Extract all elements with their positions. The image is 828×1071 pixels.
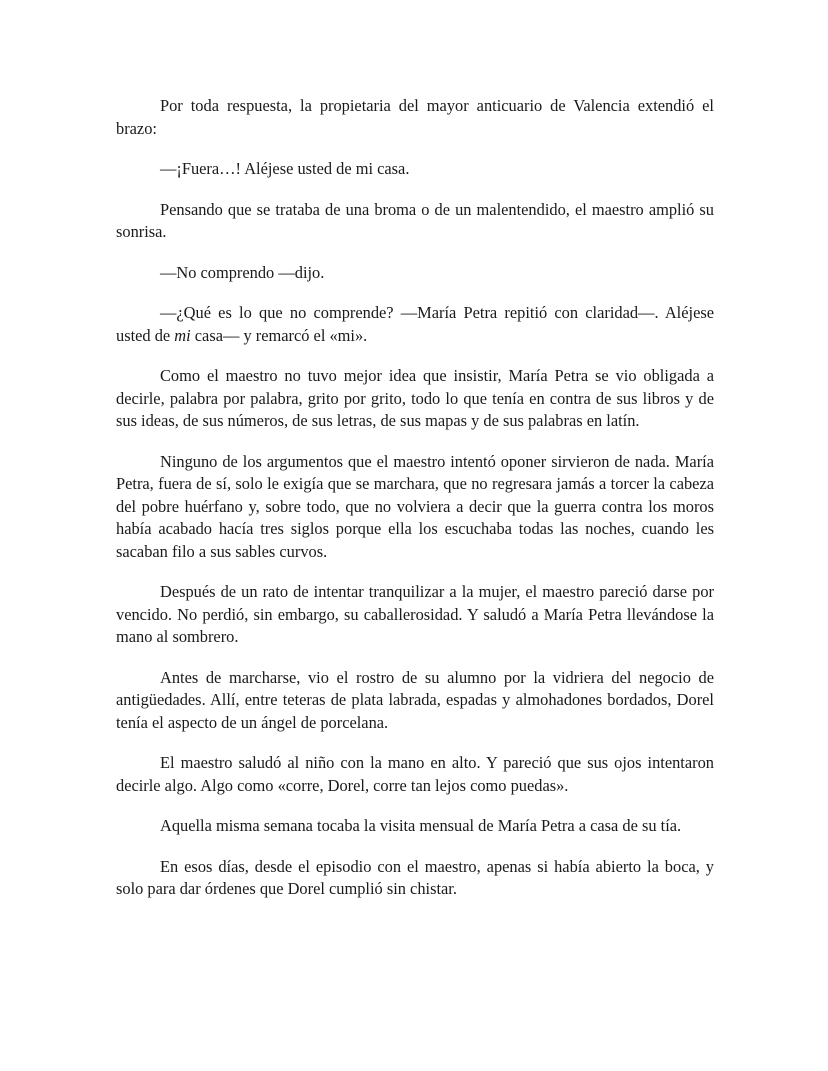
document-page: [116, 95, 714, 919]
paragraph-9: Antes de marcharse, vio el rostro de su alumno por la vidriera del negocio de antigüedades. Allí, entre teteras de plata labrada, espadas y almohadones bordados, Dorel tenía el aspecto de un ángel de porcelana.: [116, 667, 714, 732]
paragraph-8: Después de un rato de intentar tranquilizar a la mujer, el maestro pareció darse por vencido. No perdió, sin embargo, su caballerosidad. Y saludó a María Petra llevándose la mano al sombrero.: [116, 582, 714, 646]
paragraph-2: —¡Fuera…! Aléjese usted de mi casa.: [160, 159, 410, 178]
paragraph-5-before: —¿Qué es lo que no comprende? —María Petra repitió con claridad—. Aléjese usted de: [116, 303, 714, 345]
paragraph-11: Aquella misma semana tocaba la visita mensual de María Petra a casa de su tía.: [160, 816, 682, 835]
paragraph-5-emphasis: mi: [174, 325, 191, 345]
paragraph-3: Pensando que se trataba de una broma o de un malentendido, el maestro amplió su sonrisa.: [116, 199, 714, 241]
paragraph-12: En esos días, desde el episodio con el maestro, apenas si había abierto la boca, y solo para dar órdenes que Dorel cumplió sin chistar.: [116, 856, 714, 898]
paragraph-4: —No comprendo —dijo.: [160, 262, 325, 282]
paragraph-7: Ninguno de los argumentos que el maestro intentó oponer sirvieron de nada. María Petra, fuera de sí, solo le exigía que se marchara, que no regresara jamás a torcer la cabeza del pobre huérfano y, sobre todo, que no volviera a decir que la guerra contra los moros había acabado hacía tres siglos porque ella los escuchaba todas las noches, cuando les sacaban filo a sus sables curvos.: [116, 451, 714, 561]
paragraph-5: [116, 302, 714, 347]
paragraph-1: Por toda respuesta, la propietaria del mayor anticuario de Valencia extendió el brazo:: [116, 96, 714, 138]
paragraph-5-after: casa— y remarcó el «mi».: [190, 325, 368, 345]
paragraph-10: El maestro saludó al niño con la mano en alto. Y pareció que sus ojos intentaron decirle algo. Algo como «corre, Dorel, corre tan lejos como puedas».: [116, 753, 714, 795]
paragraph-6: Como el maestro no tuvo mejor idea que insistir, María Petra se vio obligada a decirle, palabra por palabra, grito por grito, todo lo que tenía en contra de sus libros y de sus ideas, de sus números, de sus letras, de sus mapas y de sus palabras en latín.: [116, 366, 714, 430]
